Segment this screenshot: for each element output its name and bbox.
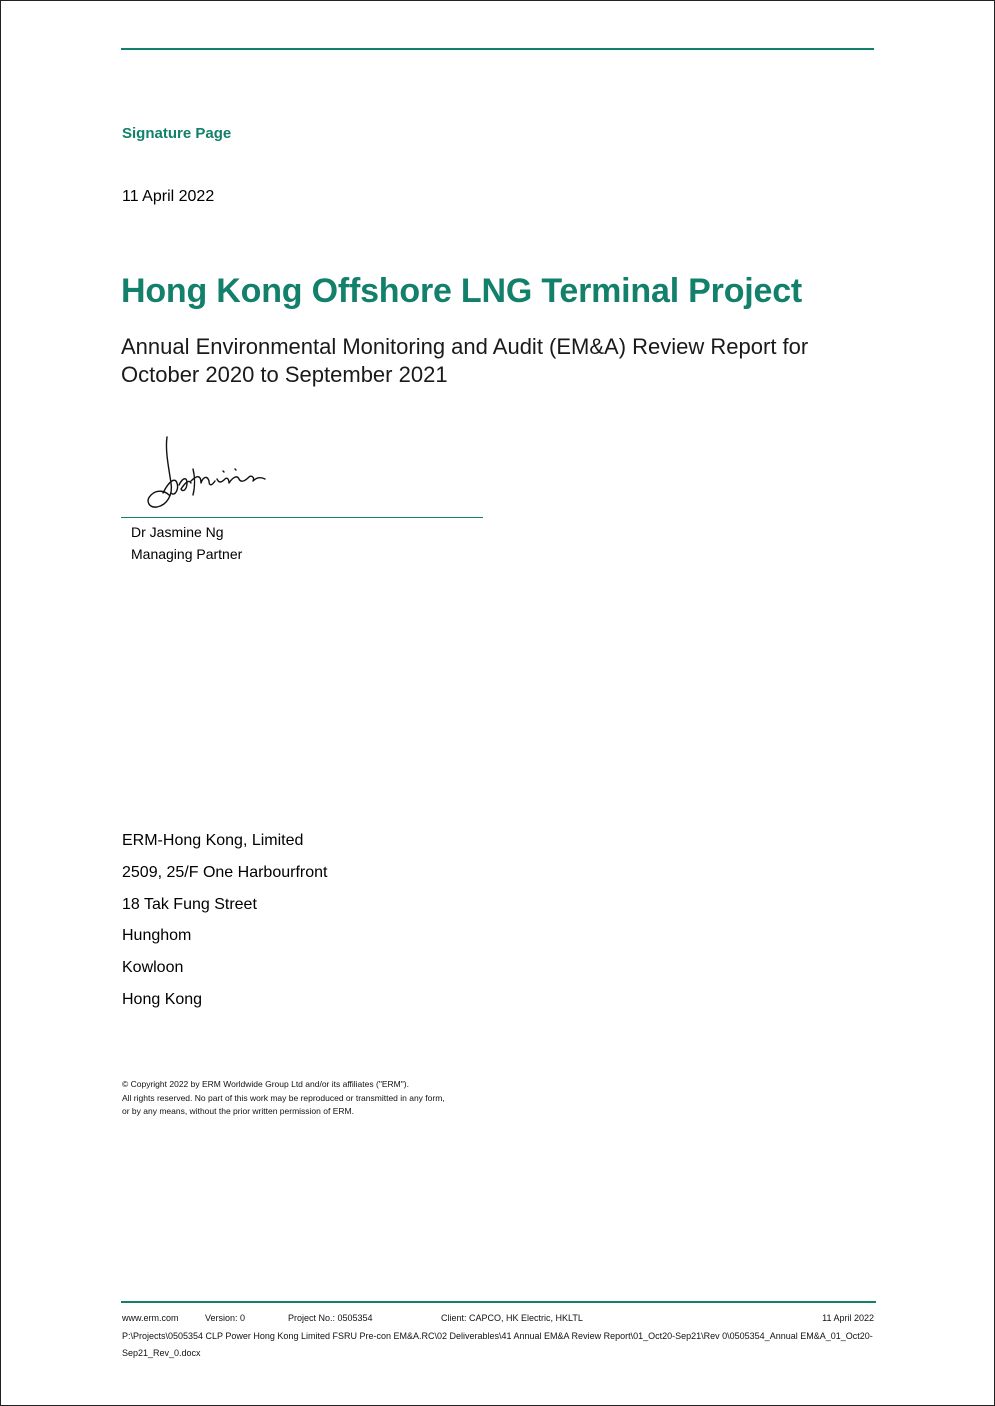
signatory-name: Dr Jasmine Ng	[131, 524, 224, 540]
project-title: Hong Kong Offshore LNG Terminal Project	[121, 272, 803, 310]
address-line: Hong Kong	[122, 990, 203, 1008]
section-label: Signature Page	[122, 125, 232, 142]
address-line: 2509, 25/F One Harbourfront	[122, 863, 328, 881]
handwritten-signature	[141, 431, 281, 513]
signatory-role: Managing Partner	[131, 546, 243, 562]
copyright-line: © Copyright 2022 by ERM Worldwide Group Ltd and/or its affiliates ("ERM").	[122, 1079, 409, 1089]
address-line: 18 Tak Fung Street	[122, 895, 257, 913]
company-address	[122, 830, 327, 1021]
signature-line	[121, 517, 483, 518]
footer-website: www.erm.com	[122, 1313, 179, 1323]
footer-project-number: Project No.: 0505354	[288, 1313, 373, 1323]
footer-rule	[121, 1301, 876, 1303]
footer-date: 11 April 2022	[822, 1313, 874, 1323]
document-date: 11 April 2022	[122, 188, 215, 205]
address-line: Hunghom	[122, 927, 192, 945]
copyright-notice	[122, 1078, 445, 1119]
copyright-line: All rights reserved. No part of this work may be reproduced or transmitted in any form,	[122, 1092, 445, 1103]
header-rule	[121, 48, 874, 50]
footer-version: Version: 0	[205, 1313, 246, 1323]
copyright-line: or by any means, without the prior written permission of ERM.	[122, 1106, 354, 1116]
footer-client: Client: CAPCO, HK Electric, HKLTL	[441, 1313, 583, 1323]
address-line: Kowloon	[122, 959, 184, 977]
footer-file-path: P:\Projects\0505354 CLP Power Hong Kong Limited FSRU Pre-con EM&A.RC\02 Deliverables\41 Annual EM&A Review Report\01_Oct20-Sep21\Rev 0\0505354_Annual EM&A_01_Oct20-Sep21_Rev_0.docx	[122, 1331, 873, 1358]
report-title: Annual Environmental Monitoring and Audit (EM&A) Review Report for October 2020 to September 2021	[121, 334, 809, 387]
address-line: ERM-Hong Kong, Limited	[122, 832, 304, 849]
